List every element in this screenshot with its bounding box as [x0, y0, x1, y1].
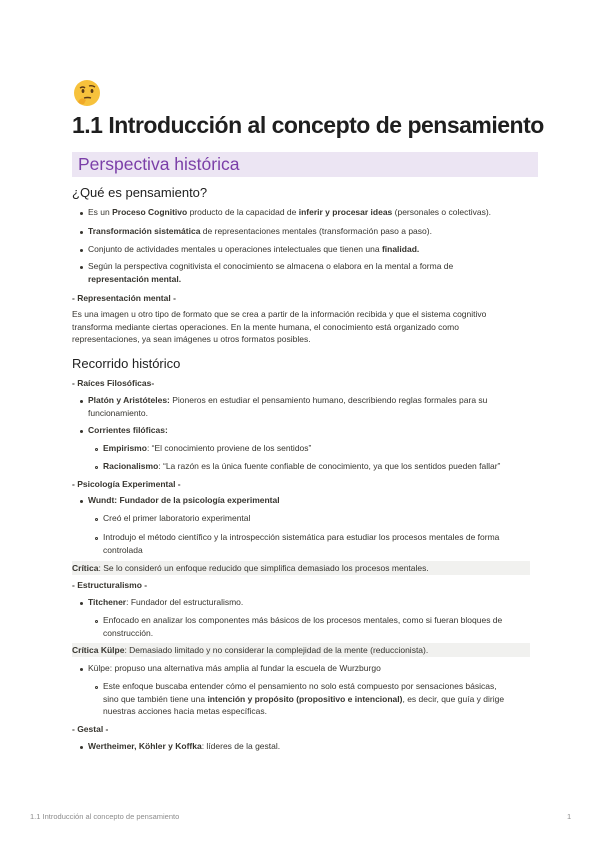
sub-bullet-enfocado: Enfocado en analizar los componentes más básicos de los procesos mentales, como si fueran bloques de construcción. — [103, 615, 503, 638]
sub-bullet-circle — [95, 537, 98, 540]
sub-bullet-empirismo: Empirismo: “El conocimiento proviene de los sentidos” — [103, 443, 312, 453]
sub-bullet-circle — [95, 620, 98, 623]
bullet-dot — [80, 212, 83, 215]
bullet-dot — [80, 500, 83, 503]
label-gestal: - Gestal - — [72, 724, 109, 734]
bullet-dot — [80, 249, 83, 252]
label-raices-filosoficas: - Raíces Filosóficas- — [72, 378, 155, 388]
heading-que-es-pensamiento: ¿Qué es pensamiento? — [72, 185, 208, 200]
heading-recorrido-historico: Recorrido histórico — [72, 356, 181, 371]
bullet-dot — [80, 430, 83, 433]
sub-bullet-enfoque: Este enfoque buscaba entender cómo el pensamiento no solo está compuesto por sensaciones básicas, sino que también tiene una intención y propósito (propositivo e intencional), es decir, que guía y dirige nuestras acciones hacia metas específicas. — [103, 681, 505, 716]
sub-bullet-circle — [95, 448, 98, 451]
bullet-conjunto: Conjunto de actividades mentales u operaciones intelectuales que tienen una finalidad. — [88, 244, 420, 254]
bullet-corrientes: Corrientes filóficas: — [88, 425, 168, 435]
bullet-dot — [80, 746, 83, 749]
bullet-platon: Platón y Aristóteles: Pioneros en estudiar el pensamiento humano, describiendo reglas formales para su funcionamiento. — [88, 395, 488, 418]
sub-bullet-introdujo: Introdujo el método científico y la introspección sistemática para estudiar los procesos mentales de forma controlada — [103, 532, 500, 555]
bullet-dot — [80, 266, 83, 269]
bullet-dot — [80, 668, 83, 671]
bullet-kulpe: Külpe: propuso una alternativa más amplia al fundar la escuela de Wurzburgo — [88, 663, 381, 673]
footer-title: 1.1 Introducción al concepto de pensamiento — [30, 812, 180, 821]
sub-bullet-circle — [95, 466, 98, 469]
thinking-face-emoji-icon — [72, 78, 102, 108]
sub-bullet-circle — [95, 518, 98, 521]
section-heading-perspectiva: Perspectiva histórica — [72, 152, 538, 177]
bullet-wertheimer: Wertheimer, Köhler y Koffka: líderes de la gestal. — [88, 741, 281, 751]
paragraph-representacion: Es una imagen u otro tipo de formato que se crea a partir de la información recibida y que el sistema cognitivo transforma mediante ciertas operaciones. En la mente humana, el conocimiento está organizado como representaciones, ya sean imágenes u otros formatos posibles. — [72, 309, 487, 344]
bullet-dot — [80, 231, 83, 234]
bullet-dot — [80, 400, 83, 403]
label-estructuralismo: - Estructuralismo - — [72, 580, 148, 590]
bullet-transformacion: Transformación sistemática de representaciones mentales (transformación paso a paso). — [88, 226, 432, 236]
bullet-dot — [80, 602, 83, 605]
label-representacion-mental: - Representación mental - — [72, 293, 176, 303]
critica-kulpe: Crítica Külpe: Demasiado limitado y no considerar la complejidad de la mente (reduccionista). — [72, 645, 429, 655]
bullet-wundt: Wundt: Fundador de la psicología experimental — [88, 495, 280, 505]
sub-bullet-circle — [95, 686, 98, 689]
label-psicologia-experimental: - Psicología Experimental - — [72, 479, 181, 489]
footer-page-number: 1 — [567, 812, 572, 821]
bullet-proceso-cognitivo: Es un Proceso Cognitivo producto de la capacidad de inferir y procesar ideas (personales o colectivas). — [88, 207, 492, 217]
sub-bullet-racionalismo: Racionalismo: “La razón es la única fuente confiable de conocimiento, ya que los sentidos pueden fallar” — [103, 461, 501, 471]
sub-bullet-creo: Creó el primer laboratorio experimental — [103, 513, 251, 523]
bullet-titchener: Titchener: Fundador del estructuralismo. — [88, 597, 244, 607]
page-title: 1.1 Introducción al concepto de pensamiento — [72, 112, 544, 138]
bullet-perspectiva-cognitivista: Según la perspectiva cognitivista el conocimiento se almacena o elabora en la mental a forma de representación mental. — [88, 261, 454, 284]
critica-wundt: Crítica: Se lo consideró un enfoque reducido que simplifica demasiado los procesos mentales. — [72, 563, 429, 573]
